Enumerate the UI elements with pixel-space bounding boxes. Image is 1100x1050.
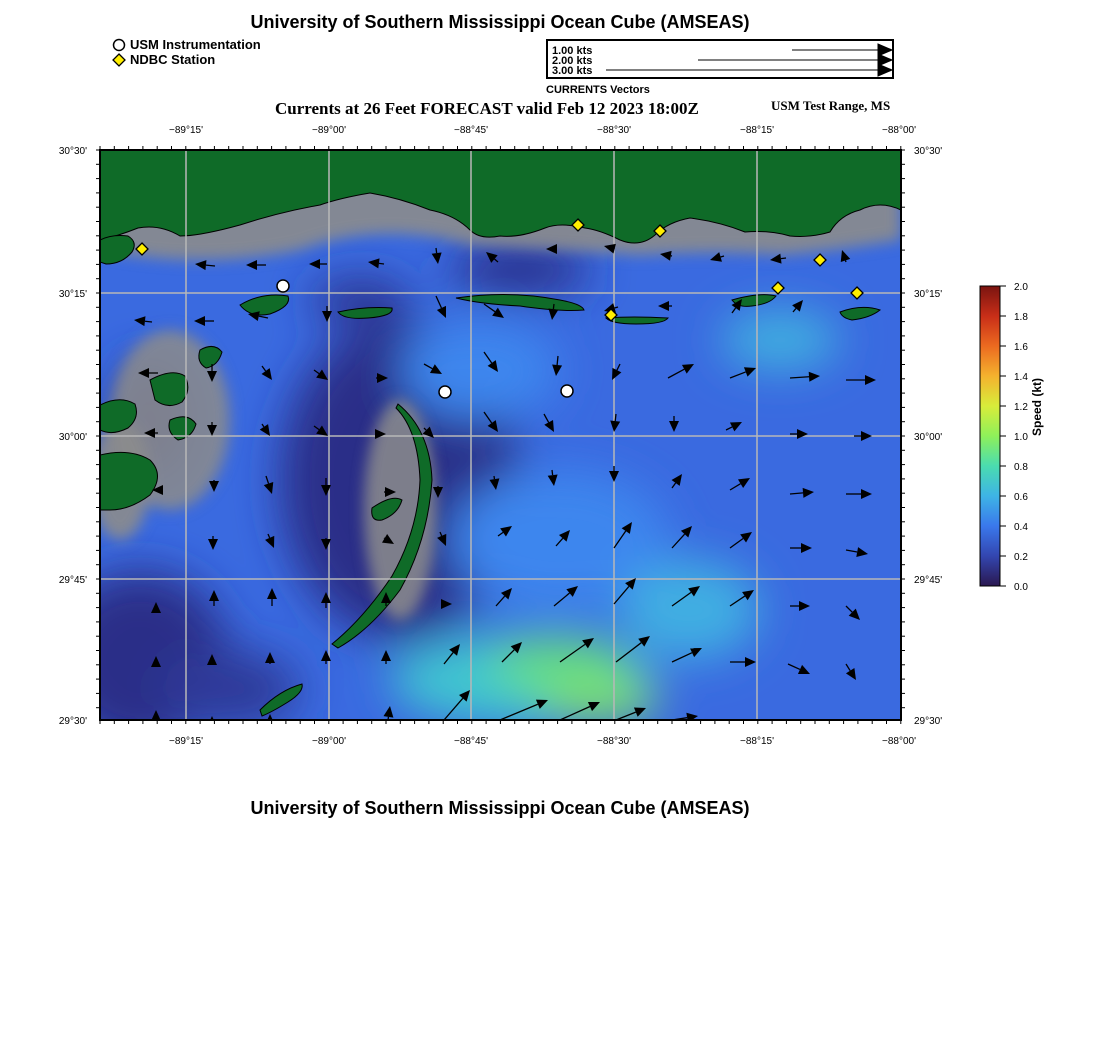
colorbar-gradient bbox=[980, 286, 1000, 586]
bottom-tick-label: −89°00' bbox=[312, 736, 346, 747]
colorbar-tick-label: 0.4 bbox=[1014, 522, 1028, 533]
colorbar-tick-label: 0.6 bbox=[1014, 492, 1028, 503]
right-tick-label: 30°15' bbox=[914, 289, 943, 300]
right-tick-label: 30°30' bbox=[914, 146, 943, 157]
white-circle-icon bbox=[112, 38, 126, 52]
bottom-tick-label: −88°00' bbox=[882, 736, 916, 747]
current-vector-shaft bbox=[781, 258, 786, 259]
legend-usm-label: USM Instrumentation bbox=[130, 37, 261, 52]
bottom-tick-label: −89°15' bbox=[169, 736, 203, 747]
current-vector-shaft bbox=[145, 321, 152, 322]
map-subtitle: Currents at 26 Feet FORECAST valid Feb 12 2023 18:00Z bbox=[275, 99, 699, 118]
vector-scale-1kt: 1.00 kts bbox=[552, 45, 593, 57]
left-tick-label: 29°45' bbox=[58, 575, 87, 586]
vector-scale-2kt: 2.00 kts bbox=[552, 55, 593, 67]
colorbar-tick-label: 0.2 bbox=[1014, 552, 1028, 563]
legend-ndbc-label: NDBC Station bbox=[130, 52, 216, 67]
current-vector-shaft bbox=[206, 265, 215, 266]
current-vector-shaft bbox=[845, 260, 846, 262]
colorbar bbox=[980, 282, 1028, 593]
colorbar-title: Speed (kt) bbox=[1030, 377, 1044, 436]
left-tick-label: 30°00' bbox=[58, 432, 87, 443]
right-tick-label: 30°00' bbox=[914, 432, 943, 443]
vector-scale-box bbox=[546, 39, 894, 79]
left-tick-label: 29°30' bbox=[58, 716, 87, 727]
usm-station-marker[interactable] bbox=[277, 280, 289, 292]
right-tick-label: 29°45' bbox=[914, 575, 943, 586]
bottom-tick-label: −88°15' bbox=[740, 736, 774, 747]
left-tick-label: 30°30' bbox=[58, 146, 87, 157]
colorbar-tick-label: 1.4 bbox=[1014, 372, 1028, 383]
top-tick-label: −88°45' bbox=[454, 125, 488, 136]
vector-scale-arrows bbox=[546, 39, 894, 79]
vector-scale-caption: CURRENTS Vectors bbox=[546, 84, 650, 96]
page-title: University of Southern Mississippi Ocean Cube (AMSEAS) bbox=[250, 12, 750, 32]
usm-station-marker[interactable] bbox=[439, 386, 451, 398]
map-field bbox=[50, 150, 901, 750]
left-tick-label: 30°15' bbox=[58, 289, 87, 300]
colorbar-tick-label: 0.8 bbox=[1014, 462, 1028, 473]
current-vector-shaft bbox=[557, 356, 558, 365]
right-tick-label: 29°30' bbox=[914, 716, 943, 727]
current-map bbox=[40, 118, 1050, 758]
colorbar-tick-label: 1.6 bbox=[1014, 342, 1028, 353]
current-vector-shaft bbox=[553, 304, 554, 309]
bottom-tick-label: −88°45' bbox=[454, 736, 488, 747]
top-tick-label: −89°00' bbox=[312, 125, 346, 136]
top-tick-label: −88°30' bbox=[597, 125, 631, 136]
range-label: USM Test Range, MS bbox=[771, 98, 891, 113]
footer-title: University of Southern Mississippi Ocean Cube (AMSEAS) bbox=[250, 798, 750, 818]
top-tick-label: −89°15' bbox=[169, 125, 203, 136]
legend-usm bbox=[112, 37, 261, 52]
legend-ndbc bbox=[112, 52, 215, 67]
yellow-diamond-icon bbox=[112, 53, 126, 67]
vector-scale-3kt: 3.00 kts bbox=[552, 65, 593, 77]
colorbar-tick-label: 1.0 bbox=[1014, 432, 1028, 443]
colorbar-tick-label: 1.8 bbox=[1014, 312, 1028, 323]
colorbar-tick-label: 2.0 bbox=[1014, 282, 1028, 293]
bottom-tick-label: −88°30' bbox=[597, 736, 631, 747]
current-vector-shaft bbox=[552, 470, 553, 475]
colorbar-tick-label: 0.0 bbox=[1014, 582, 1028, 593]
top-tick-label: −88°15' bbox=[740, 125, 774, 136]
colorbar-ticks bbox=[1000, 286, 1006, 586]
current-vector-shaft bbox=[615, 414, 616, 421]
top-tick-label: −88°00' bbox=[882, 125, 916, 136]
usm-station-marker[interactable] bbox=[561, 385, 573, 397]
current-vector-shaft bbox=[379, 263, 384, 264]
colorbar-tick-label: 1.2 bbox=[1014, 402, 1028, 413]
current-vector-shaft bbox=[436, 248, 437, 253]
